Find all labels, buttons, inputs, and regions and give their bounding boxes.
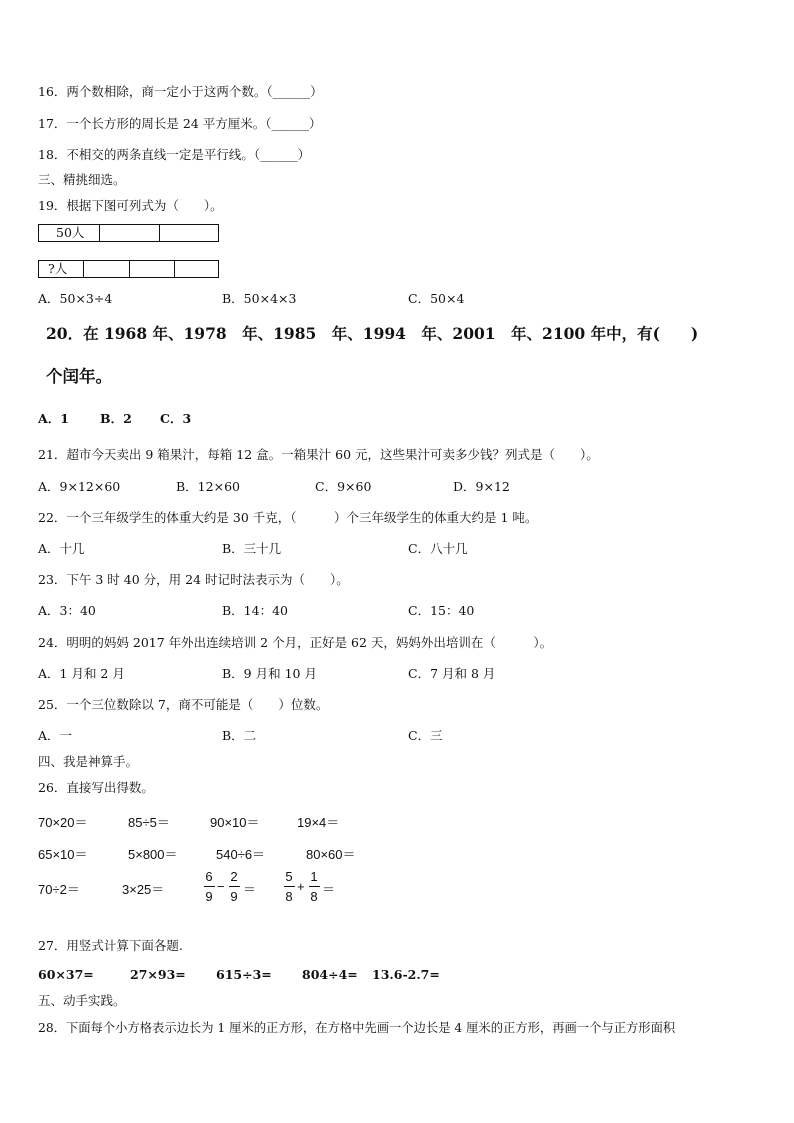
- fraction-denominator: 9: [230, 889, 238, 904]
- q27-item: 60×37=: [38, 967, 94, 982]
- fraction-denominator: 9: [205, 889, 213, 904]
- q22-option-b: B．三十几: [222, 541, 282, 556]
- fraction-bar: [229, 886, 240, 887]
- q23-option-c: C．15：40: [408, 603, 475, 618]
- fraction-numerator: 6: [205, 869, 213, 884]
- q24-option-b: B．9 月和 10 月: [222, 666, 317, 681]
- q20-option-c: C．3: [160, 411, 192, 426]
- q19-option-b: B．50×4×3: [222, 291, 297, 306]
- question-26: 26．直接写出得数。: [38, 780, 154, 795]
- q25-option-a: A．一: [38, 728, 73, 743]
- q20-option-b: B．2: [100, 411, 132, 426]
- section-4-heading: 四、我是神算手。: [38, 754, 139, 769]
- q25-option-c: C．三: [408, 728, 443, 743]
- q19-option-c: C．50×4: [408, 291, 465, 306]
- q26-calc: 70×20＝: [38, 815, 88, 830]
- q25-option-b: B．二: [222, 728, 257, 743]
- question-20-line2: 个闰年。: [46, 367, 112, 386]
- q26-calc: 19×4＝: [297, 815, 340, 830]
- q21-option-b: B．12×60: [176, 479, 240, 494]
- q23-option-a: A．3：40: [38, 603, 96, 618]
- section-5-heading: 五、动手实践。: [38, 993, 126, 1008]
- fraction-numerator: 2: [230, 869, 238, 884]
- question-25: 25．一个三位数除以 7，商不可能是（ ）位数。: [38, 697, 329, 712]
- fraction-bar: [284, 886, 295, 887]
- question-20-line1: 20．在 1968 年、1978 年、1985 年、1994 年、2001 年、2100 年中，有( ): [46, 324, 699, 343]
- question-24: 24．明明的妈妈 2017 年外出连续培训 2 个月，正好是 62 天，妈妈外出培训在（ ）。: [38, 635, 553, 650]
- equals-sign: ＝: [243, 882, 257, 897]
- fraction-denominator: 8: [285, 889, 293, 904]
- q21-option-d: D．9×12: [453, 479, 510, 494]
- q26-calc: 80×60＝: [306, 847, 356, 862]
- question-17: 17．一个长方形的周长是 24 平方厘米。（______）: [38, 116, 322, 131]
- q26-calc: 540÷6＝: [216, 847, 266, 862]
- q24-option-c: C．7 月和 8 月: [408, 666, 496, 681]
- fraction-numerator: 5: [285, 869, 293, 884]
- q22-option-c: C．八十几: [408, 541, 468, 556]
- q23-option-b: B．14：40: [222, 603, 288, 618]
- section-3-heading: 三、精挑细选。: [38, 172, 126, 187]
- question-23: 23．下午 3 时 40 分，用 24 时记时法表示为（ ）。: [38, 572, 349, 587]
- fraction-bar: [204, 886, 215, 887]
- q24-option-a: A．1 月和 2 月: [38, 666, 125, 681]
- question-18: 18．不相交的两条直线一定是平行线。（______）: [38, 147, 311, 162]
- fraction-numerator: 1: [310, 869, 318, 884]
- operator: +: [297, 879, 305, 894]
- q27-item: 27×93=: [130, 967, 186, 982]
- q19-bar-bottom-label: ?人: [48, 261, 68, 276]
- q26-calc: 70÷2＝: [38, 882, 80, 897]
- q19-bar-top-label: 50人: [56, 225, 85, 240]
- q27-item: 615÷3=: [216, 967, 272, 982]
- q27-item: 13.6-2.7=: [372, 967, 440, 982]
- question-21: 21．超市今天卖出 9 箱果汁，每箱 12 盒。一箱果汁 60 元，这些果汁可卖多少钱？列式是（ ）。: [38, 447, 599, 462]
- q27-item: 804÷4=: [302, 967, 358, 982]
- q26-calc: 5×800＝: [128, 847, 178, 862]
- question-19: 19．根据下图可列式为（ ）。: [38, 198, 223, 213]
- q19-option-a: A．50×3÷4: [38, 291, 113, 306]
- q21-option-c: C．9×60: [315, 479, 372, 494]
- question-16: 16．两个数相除，商一定小于这两个数。（______）: [38, 84, 323, 99]
- q26-calc: 3×25＝: [122, 882, 165, 897]
- fraction-bar: [309, 886, 320, 887]
- operator: −: [217, 879, 225, 894]
- q20-option-a: A．1: [38, 411, 69, 426]
- equals-sign: ＝: [322, 882, 336, 897]
- q21-option-a: A．9×12×60: [38, 479, 121, 494]
- question-28: 28．下面每个小方格表示边长为 1 厘米的正方形，在方格中先画一个边长是 4 厘米的正方形，再画一个与正方形面积: [38, 1021, 676, 1035]
- q26-calc: 90×10＝: [210, 815, 260, 830]
- q26-calc: 85÷5＝: [128, 815, 170, 830]
- question-27: 27．用竖式计算下面各题.: [38, 938, 183, 953]
- q22-option-a: A．十几: [38, 541, 85, 556]
- q26-calc: 65×10＝: [38, 847, 88, 862]
- question-22: 22．一个三年级学生的体重大约是 30 千克，（ ）个三年级学生的体重大约是 1 吨。: [38, 510, 538, 525]
- fraction-denominator: 8: [310, 889, 318, 904]
